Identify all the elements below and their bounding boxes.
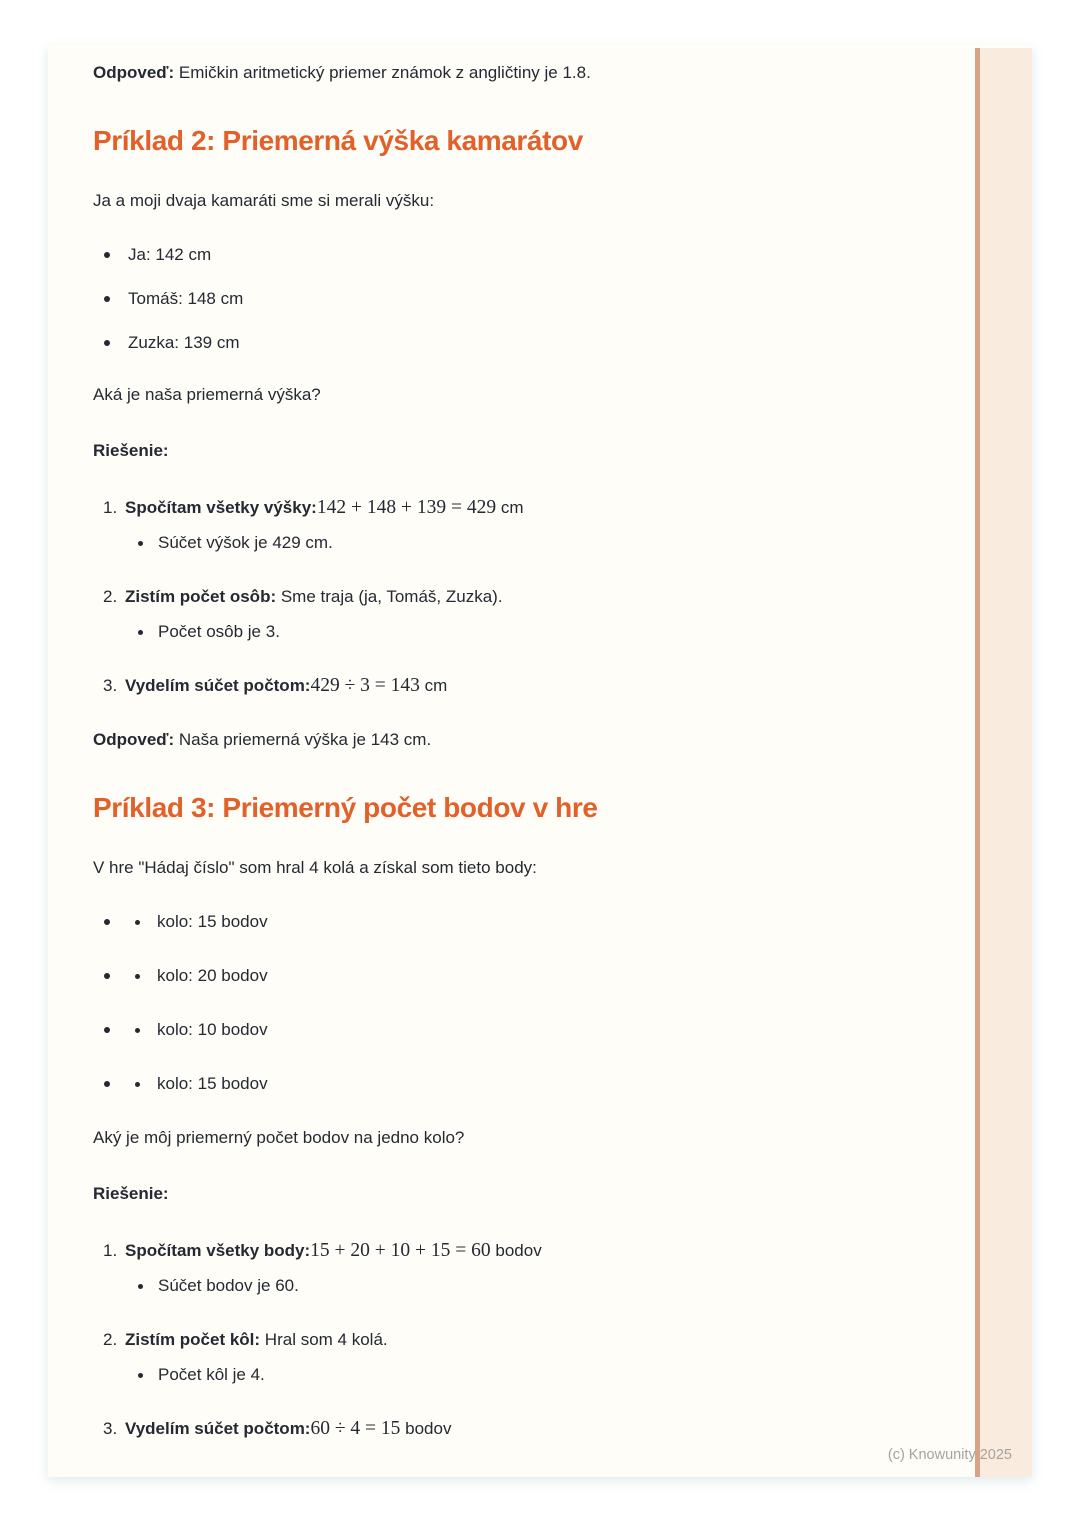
list-item <box>93 1072 892 1096</box>
list-item-text: kolo: 20 bodov <box>157 966 268 985</box>
step-sub-list <box>125 1274 892 1298</box>
example-2-solution-label <box>93 439 892 463</box>
document-page <box>48 45 1032 1477</box>
step-sub-list <box>125 1363 892 1387</box>
sub-list-item: Počet osôb je 3. <box>125 620 892 644</box>
sub-list-item: Počet kôl je 4. <box>125 1363 892 1387</box>
step-bold-text: Spočítam všetky body: <box>125 1241 311 1260</box>
step-bold-text: Zistím počet osôb: <box>125 587 277 606</box>
list-item-text: kolo: 15 bodov <box>157 912 268 931</box>
step-math-expression: 15 + 20 + 10 + 15 = 60 <box>310 1240 491 1261</box>
step-bold-text: Vydelím súčet počtom: <box>125 1419 311 1438</box>
step-bold-text: Zistím počet kôl: <box>125 1330 261 1349</box>
example-3-intro: V hre "Hádaj číslo" som hral 4 kolá a získal som tieto body: <box>93 858 537 877</box>
step-bold-text: Vydelím súčet počtom: <box>125 676 311 695</box>
document-content <box>48 45 1032 1441</box>
step-number: 1. <box>103 498 118 517</box>
step-math-expression: 60 ÷ 4 = 15 <box>310 1418 401 1439</box>
example-3-steps <box>93 1239 892 1441</box>
step-sub-list <box>125 620 892 644</box>
example-3-question: Aký je môj priemerný počet bodov na jedno kolo? <box>93 1128 465 1147</box>
sub-list-item: Súčet výšok je 429 cm. <box>125 531 892 555</box>
sub-list-item: Súčet bodov je 60. <box>125 1274 892 1298</box>
list-item-text: Ja: 142 cm <box>128 245 212 264</box>
answer-text: Naša priemerná výška je 143 cm. <box>174 730 432 749</box>
list-item <box>93 331 892 355</box>
step-item <box>93 674 892 698</box>
example-2-steps <box>93 496 892 698</box>
step-item <box>93 585 892 644</box>
step-tail-text: bodov <box>400 1419 452 1438</box>
list-item-text: kolo: 15 bodov <box>157 1074 268 1093</box>
example-2-question: Aká je naša priemerná výška? <box>93 385 321 404</box>
step-item <box>93 1239 892 1298</box>
example-3-bullet-list <box>93 910 892 1096</box>
step-number: 3. <box>103 1419 118 1438</box>
list-item-text: kolo: 10 bodov <box>157 1020 268 1039</box>
step-plain-text: Hral som 4 kolá. <box>260 1330 388 1349</box>
example-2-bullet-list <box>93 243 892 355</box>
answer-label: Odpoveď: <box>93 63 175 82</box>
copyright-watermark: (c) Knowunity 2025 <box>887 1447 1012 1463</box>
step-item <box>93 1328 892 1387</box>
step-math-expression: 429 ÷ 3 = 143 <box>310 675 420 696</box>
step-sub-list <box>125 531 892 555</box>
example-3-solution-label <box>93 1182 892 1206</box>
example-2-title: Príklad 2: Priemerná výška kamarátov <box>93 125 583 156</box>
answer-text: Emičkin aritmetický priemer známok z angličtiny je 1.8. <box>174 63 591 82</box>
list-item-text: Zuzka: 139 cm <box>128 333 240 352</box>
example-3-title: Príklad 3: Priemerný počet bodov v hre <box>93 792 598 823</box>
step-bold-text: Spočítam všetky výšky: <box>125 498 317 517</box>
list-item <box>93 1018 892 1042</box>
step-number: 3. <box>103 676 118 695</box>
answer-paragraph-previous <box>93 61 892 85</box>
step-math-expression: 142 + 148 + 139 = 429 <box>316 497 497 518</box>
step-number: 2. <box>103 587 118 606</box>
example-2-answer <box>93 728 892 752</box>
list-item <box>93 243 892 267</box>
step-tail-text: cm <box>419 676 448 695</box>
step-plain-text: Sme traja (ja, Tomáš, Zuzka). <box>276 587 503 606</box>
list-item <box>93 287 892 311</box>
answer-label: Odpoveď: <box>93 730 175 749</box>
list-item <box>93 910 892 934</box>
step-item <box>93 1417 892 1441</box>
step-tail-text: cm <box>496 498 524 517</box>
example-2-intro: Ja a moji dvaja kamaráti sme si merali výšku: <box>93 191 435 210</box>
list-item <box>93 964 892 988</box>
step-number: 1. <box>103 1241 118 1260</box>
solution-label: Riešenie: <box>93 441 169 460</box>
solution-label: Riešenie: <box>93 1184 169 1203</box>
list-item-text: Tomáš: 148 cm <box>128 289 244 308</box>
step-item <box>93 496 892 555</box>
step-number: 2. <box>103 1330 118 1349</box>
step-tail-text: bodov <box>490 1241 542 1260</box>
